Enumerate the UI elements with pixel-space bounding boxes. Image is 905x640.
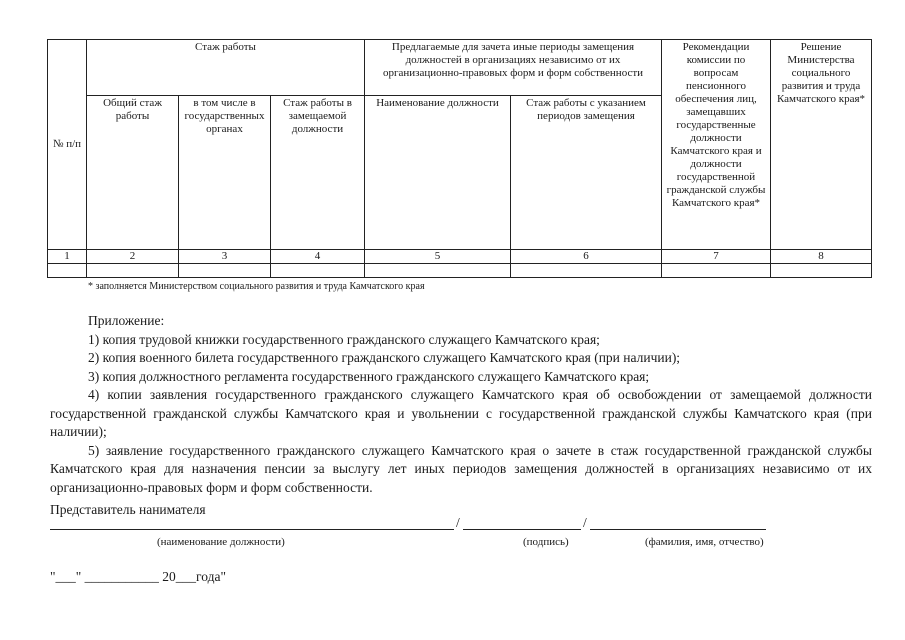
- name-line: [590, 529, 766, 530]
- caption-position: (наименование должности): [157, 536, 285, 548]
- position-line: [50, 529, 454, 530]
- empty-cell: [271, 264, 365, 278]
- header-num: № п/п: [48, 40, 87, 250]
- appendix: [50, 312, 872, 497]
- appendix-item: 3) копия должностного регламента государственного гражданского служащего Камчатского края;: [88, 368, 650, 384]
- empty-cell: [662, 264, 771, 278]
- index-cell: 7: [662, 250, 771, 264]
- header-total-stazh: Общий стаж работы: [87, 96, 179, 250]
- date-line: "___" ___________ 20___года": [50, 569, 226, 584]
- appendix-item: 1) копия трудовой книжки государственного гражданского служащего Камчатского края;: [88, 331, 600, 347]
- header-decision: Решение Министерства социального развития и труда Камчатского края*: [771, 40, 872, 250]
- appendix-item: 4) копии заявления государственного гражданского служащего Камчатского края об освобождении от замещаемой должности государственной гражданской службы Камчатского края и увольнении с государственной гражданской службы Камчатского края (при наличии);: [50, 387, 872, 439]
- pension-table: [47, 39, 872, 278]
- representative-label: Представитель нанимателя: [50, 502, 206, 517]
- separator-slash: /: [456, 515, 460, 530]
- index-cell: 2: [87, 250, 179, 264]
- caption-signature: (подпись): [523, 536, 569, 548]
- header-stazh-group: Стаж работы: [87, 40, 365, 96]
- empty-cell: [179, 264, 271, 278]
- header-post-name: Наименование должности: [365, 96, 511, 250]
- header-recommendations: Рекомендации комиссии по вопросам пенсионного обеспечения лиц, замещавших государственные должности Камчатского края и должности государственной гражданской службы Камчатского края*: [662, 40, 771, 250]
- header-post-periods: Стаж работы с указанием периодов замещения: [511, 96, 662, 250]
- separator-slash: /: [583, 515, 587, 530]
- header-position-stazh: Стаж работы в замещаемой должности: [271, 96, 365, 250]
- index-cell: 5: [365, 250, 511, 264]
- empty-cell: [87, 264, 179, 278]
- index-row: [48, 250, 872, 264]
- index-cell: 4: [271, 250, 365, 264]
- empty-cell: [365, 264, 511, 278]
- empty-row: [48, 264, 872, 278]
- caption-name: (фамилия, имя, отчество): [645, 536, 764, 548]
- footnote: * заполняется Министерством социального развития и труда Камчатского края: [88, 281, 425, 292]
- empty-cell: [511, 264, 662, 278]
- signature-line: [463, 529, 581, 530]
- appendix-item: 2) копия военного билета государственного гражданского служащего Камчатского края (при наличии);: [88, 350, 681, 365]
- header-state-organs: в том числе в государственных органах: [179, 96, 271, 250]
- empty-cell: [48, 264, 87, 278]
- appendix-item: 5) заявление государственного гражданского служащего Камчатского края о зачете в стаж государственной гражданской службы Камчатского края для назначения пенсии за выслугу лет иных периодов замещения должностей в организациях независимо от их организационно-правовых форм и форм собственности.: [50, 442, 872, 495]
- header-periods-group: Предлагаемые для зачета иные периоды замещения должностей в организациях независимо от их организационно-правовых форм и форм собственности: [365, 40, 662, 96]
- appendix-heading: Приложение:: [88, 313, 165, 328]
- index-cell: 6: [511, 250, 662, 264]
- index-cell: 8: [771, 250, 872, 264]
- empty-cell: [771, 264, 872, 278]
- index-cell: 1: [48, 250, 87, 264]
- index-cell: 3: [179, 250, 271, 264]
